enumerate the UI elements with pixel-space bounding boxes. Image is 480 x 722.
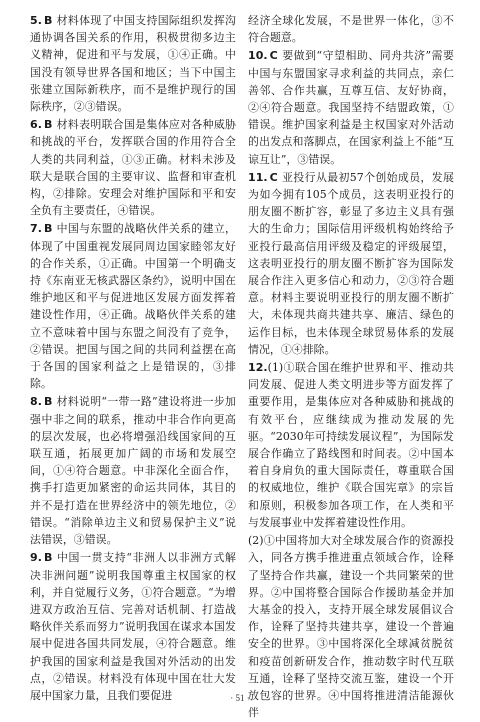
answer-item-11 (248, 169, 454, 358)
answer-item-6 (30, 116, 236, 219)
answer-letter: B (43, 118, 53, 132)
answer-item-10 (248, 47, 454, 167)
answer-letter: B (43, 222, 53, 236)
explanation-text: (1)①联合国在维护世界和平、推动共同发展、促进人类文明进步等方面发挥了重要作用，是集体应对各种威胁和挑战的有效平台，应继续成为推动发展的先驱。“2030年可持续发展议程”，为国际发展合作确立了路线图和时间表。②中国本着自身肩负的重大国际责任，尊重联合国的权威地位，维护《联合国宪章》的宗旨和原则，积极参加各项工作，在人类和平与发展事业中发挥着建设性作用。 (248, 361, 454, 529)
question-number: 6. (30, 118, 42, 132)
question-number: 9. (30, 551, 42, 565)
explanation-text: 材料说明“一带一路”建设将进一步加强中非之间的联系，推动中非合作向更高的层次发展，也必将增强沿线国家间的互联互通，拓展更加广阔的市场和发展空间，①④符合题意。中非深化全面合作，携手打造更加紧密的命运共同体，其目的并不是打造在世界经济中的领先地位，②错误。“消除单边主义和贸易保护主义”说法错误，③错误。 (30, 395, 236, 547)
explanation-text: (2)①中国将加大对全球发展合作的资源投入，同各方携手推进重点领域合作，诠释了坚持合作共赢，建设一个共同繁荣的世界。②中国将整合国际合作援助基金并加大基金的投入，支持开展全球发展倡议合作，诠释了坚持共建共享，建设一个普遍安全的世界。③中国将深化全球减贫脱贫和疫苗创新研发合作，推动数字时代互联互通，诠释了坚持交流互鉴，建设一个开放包容的世界。④中国将推进清洁能源伙伴 (248, 534, 454, 720)
question-number: 11. (248, 170, 268, 184)
answer-letter: C (269, 49, 278, 63)
answer-item-8 (30, 393, 236, 548)
explanation-text: 中国与东盟的战略伙伴关系的建立，体现了中国重视发展同周边国家睦邻友好的合作关系，①正确。中国第一个明确支持《东南亚无核武器区条约》，说明中国在维护地区和平与促进地区发展方面发挥着建设性作用，④正确。战略伙伴关系的建立不意味着中国与东盟之间没有了竞争，②错误。把国与国之间的共同利益摆在高于各国的国家利益之上是错误的，③排除。 (30, 222, 236, 391)
answer-item-12-part-1 (248, 359, 454, 531)
answer-item-9 (30, 549, 236, 704)
answer-item-7 (30, 220, 236, 392)
explanation-text: 材料表明联合国是集体应对各种威胁和挑战的平台，发挥联合国的作用符合全人类的共同利益，①③正确。材料未涉及联大是联合国的主要审议、监督和审查机构，②排除。安理会对维护国际和平和安全负有主要责任，④错误。 (30, 118, 236, 218)
answer-letter: C (269, 170, 278, 184)
answer-letter: B (43, 14, 53, 27)
answer-letter: B (43, 395, 53, 409)
question-number: 10. (248, 49, 268, 63)
answer-item-5 (30, 12, 236, 115)
right-column (248, 12, 454, 722)
explanation-text: 经济全球化发展，不是世界一体化，③不符合题意。 (248, 14, 454, 45)
left-column (30, 12, 236, 705)
answer-letter: B (43, 551, 53, 565)
answer-item-9-continued (248, 12, 454, 46)
explanation-text: 中国一贯支持“非洲人以非洲方式解决非洲问题”说明我国尊重主权国家的权利，并自觉履行义务，①符合题意。“为增进双方政治互信、完善对话机制、打造战略伙伴关系而努力”说明我国在谋求本国发展中促进各国共同发展，④符合题意。维护我国的国家利益是我国对外活动的出发点，②错误。材料没有体现中国在壮大发展中国家力量，且我们要促进 (30, 551, 236, 702)
question-number: 7. (30, 222, 42, 236)
explanation-text: 亚投行从最初57个创始成员，发展为如今拥有105个成员，这表明亚投行的朋友圈不断扩容，彰显了多边主义具有强大的生命力；国际信用评级机构始终给予亚投行最高信用评级及稳定的评级展望，这表明亚投行的朋友圈不断扩容为国际发展合作注入更多信心和动力，②③符合题意。材料主要说明亚投行的朋友圈不断扩大，未体现共商共建共享、廉洁、绿色的运作目标，也未体现全球贸易体系的发展情况，①④排除。 (248, 170, 454, 356)
page-number: · 51 · (230, 693, 250, 703)
question-number: 5. (30, 14, 42, 27)
explanation-text: 要做到“守望相助、同舟共济”需要中国与东盟国家寻求利益的共同点，亲仁善邻、合作共赢，互尊互信、友好协商，②④符合题意。我国坚持不结盟政策，①错误。维护国家利益是主权国家对外活动的出发点和落脚点，在国家利益上不能“互谅互让”，③错误。 (248, 49, 454, 166)
question-number: 12. (248, 361, 268, 375)
explanation-text: 材料体现了中国支持国际组织发挥沟通协调各国关系的作用，积极贯彻多边主义精神，促进和平与发展，①④正确。中国没有领导世界各国和地区；当下中国主张建立国际新秩序，而不是维护现行的国际秩序，②③错误。 (30, 14, 236, 114)
question-number: 8. (30, 395, 42, 409)
